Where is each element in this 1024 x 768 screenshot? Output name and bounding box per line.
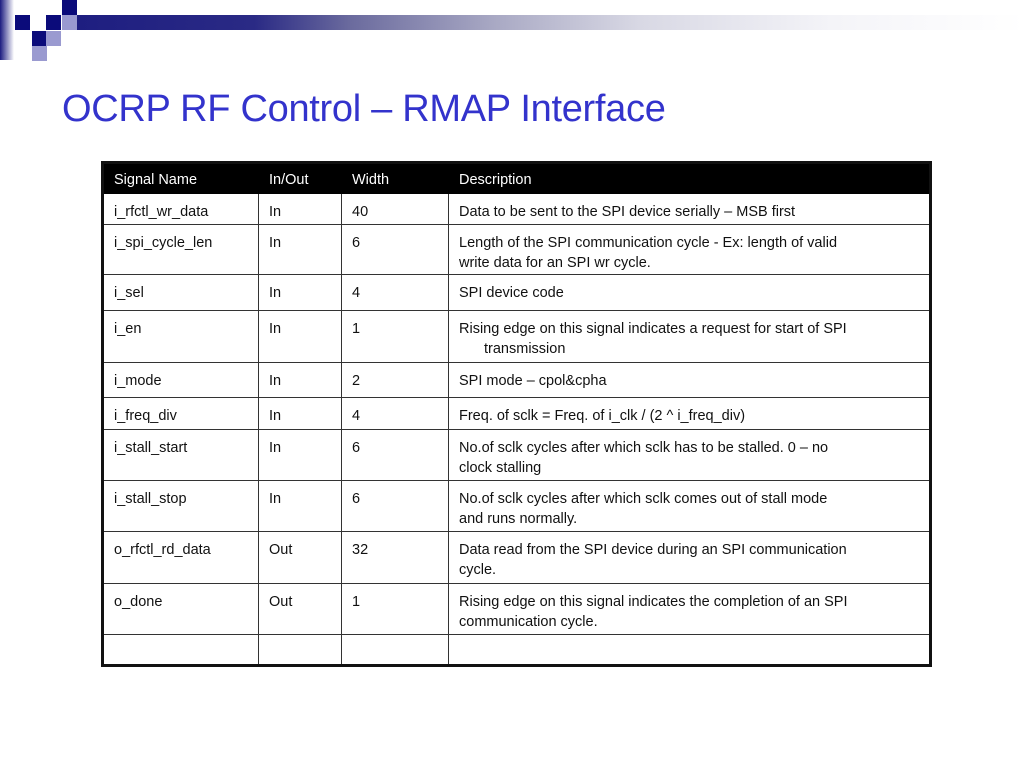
description-cell bbox=[449, 275, 931, 311]
description-line: SPI device code bbox=[459, 285, 564, 301]
slide-decoration bbox=[0, 0, 1024, 60]
table-row bbox=[103, 584, 931, 635]
table-row bbox=[103, 311, 931, 363]
direction-cell: In bbox=[259, 481, 342, 532]
description-cell bbox=[449, 584, 931, 635]
table-row bbox=[103, 430, 931, 481]
signal-name-cell: i_stall_stop bbox=[103, 481, 259, 532]
description-line: Freq. of sclk = Freq. of i_clk / (2 ^ i_freq_div) bbox=[459, 408, 746, 424]
checker-square bbox=[62, 0, 77, 15]
width-cell: 40 bbox=[342, 194, 449, 225]
width-cell: 6 bbox=[342, 430, 449, 481]
column-header-description: Description bbox=[449, 163, 931, 194]
direction-cell: Out bbox=[259, 532, 342, 584]
description-cell bbox=[449, 635, 931, 666]
description-line: SPI mode – cpol&cpha bbox=[459, 373, 607, 389]
description-cell bbox=[449, 194, 931, 225]
signal-name-cell: i_stall_start bbox=[103, 430, 259, 481]
checker-square bbox=[62, 15, 77, 30]
description-line: transmission bbox=[484, 341, 566, 357]
width-cell: 4 bbox=[342, 398, 449, 430]
left-gradient-strip bbox=[0, 0, 14, 60]
table-row bbox=[103, 363, 931, 398]
signal-name-cell: i_sel bbox=[103, 275, 259, 311]
description-cell bbox=[449, 398, 931, 430]
width-cell: 4 bbox=[342, 275, 449, 311]
description-cell bbox=[449, 481, 931, 532]
direction-cell: In bbox=[259, 225, 342, 275]
checker-square bbox=[46, 31, 61, 46]
description-line: Rising edge on this signal indicates the completion of an SPI bbox=[459, 594, 848, 610]
signal-table bbox=[101, 161, 932, 667]
signal-name-cell: o_rfctl_rd_data bbox=[103, 532, 259, 584]
signal-name-cell: i_freq_div bbox=[103, 398, 259, 430]
table-row bbox=[103, 275, 931, 311]
table-row bbox=[103, 532, 931, 584]
direction-cell: Out bbox=[259, 584, 342, 635]
table-row bbox=[103, 635, 931, 666]
description-cell bbox=[449, 311, 931, 363]
description-cell bbox=[449, 430, 931, 481]
direction-cell: In bbox=[259, 398, 342, 430]
signal-name-cell: i_en bbox=[103, 311, 259, 363]
checker-square bbox=[15, 15, 30, 30]
column-header-in-out: In/Out bbox=[259, 163, 342, 194]
description-cell bbox=[449, 532, 931, 584]
slide-title: OCRP RF Control – RMAP Interface bbox=[62, 88, 666, 130]
signal-name-cell: o_done bbox=[103, 584, 259, 635]
column-header-signal-name: Signal Name bbox=[103, 163, 259, 194]
description-line: Length of the SPI communication cycle - Ex: length of valid bbox=[459, 235, 838, 251]
signal-name-cell bbox=[103, 635, 259, 666]
description-line: clock stalling bbox=[459, 460, 542, 476]
width-cell: 6 bbox=[342, 481, 449, 532]
signal-name-cell: i_rfctl_wr_data bbox=[103, 194, 259, 225]
direction-cell: In bbox=[259, 275, 342, 311]
description-line: and runs normally. bbox=[459, 511, 578, 527]
description-cell bbox=[449, 363, 931, 398]
description-line: Rising edge on this signal indicates a request for start of SPI bbox=[459, 321, 847, 337]
direction-cell bbox=[259, 635, 342, 666]
table-row bbox=[103, 481, 931, 532]
signal-name-cell: i_mode bbox=[103, 363, 259, 398]
signal-name-cell: i_spi_cycle_len bbox=[103, 225, 259, 275]
table-row bbox=[103, 225, 931, 275]
table-header-row bbox=[103, 163, 931, 194]
description-line: write data for an SPI wr cycle. bbox=[459, 255, 651, 271]
checker-square bbox=[46, 15, 61, 30]
description-line: communication cycle. bbox=[459, 614, 598, 630]
width-cell: 32 bbox=[342, 532, 449, 584]
direction-cell: In bbox=[259, 363, 342, 398]
direction-cell: In bbox=[259, 194, 342, 225]
checker-square bbox=[32, 46, 47, 61]
direction-cell: In bbox=[259, 430, 342, 481]
description-line: Data to be sent to the SPI device serially – MSB first bbox=[459, 204, 796, 220]
description-line: No.of sclk cycles after which sclk comes out of stall mode bbox=[459, 491, 828, 507]
description-cell bbox=[449, 225, 931, 275]
checker-square bbox=[32, 31, 47, 46]
table-row bbox=[103, 398, 931, 430]
width-cell: 1 bbox=[342, 584, 449, 635]
description-line: No.of sclk cycles after which sclk has to be stalled. 0 – no bbox=[459, 440, 829, 456]
width-cell: 6 bbox=[342, 225, 449, 275]
description-line: cycle. bbox=[459, 562, 497, 578]
direction-cell: In bbox=[259, 311, 342, 363]
width-cell: 1 bbox=[342, 311, 449, 363]
width-cell: 2 bbox=[342, 363, 449, 398]
header-gradient-bar bbox=[62, 15, 1024, 30]
width-cell bbox=[342, 635, 449, 666]
description-line: Data read from the SPI device during an SPI communication bbox=[459, 542, 847, 558]
column-header-width: Width bbox=[342, 163, 449, 194]
table-row bbox=[103, 194, 931, 225]
